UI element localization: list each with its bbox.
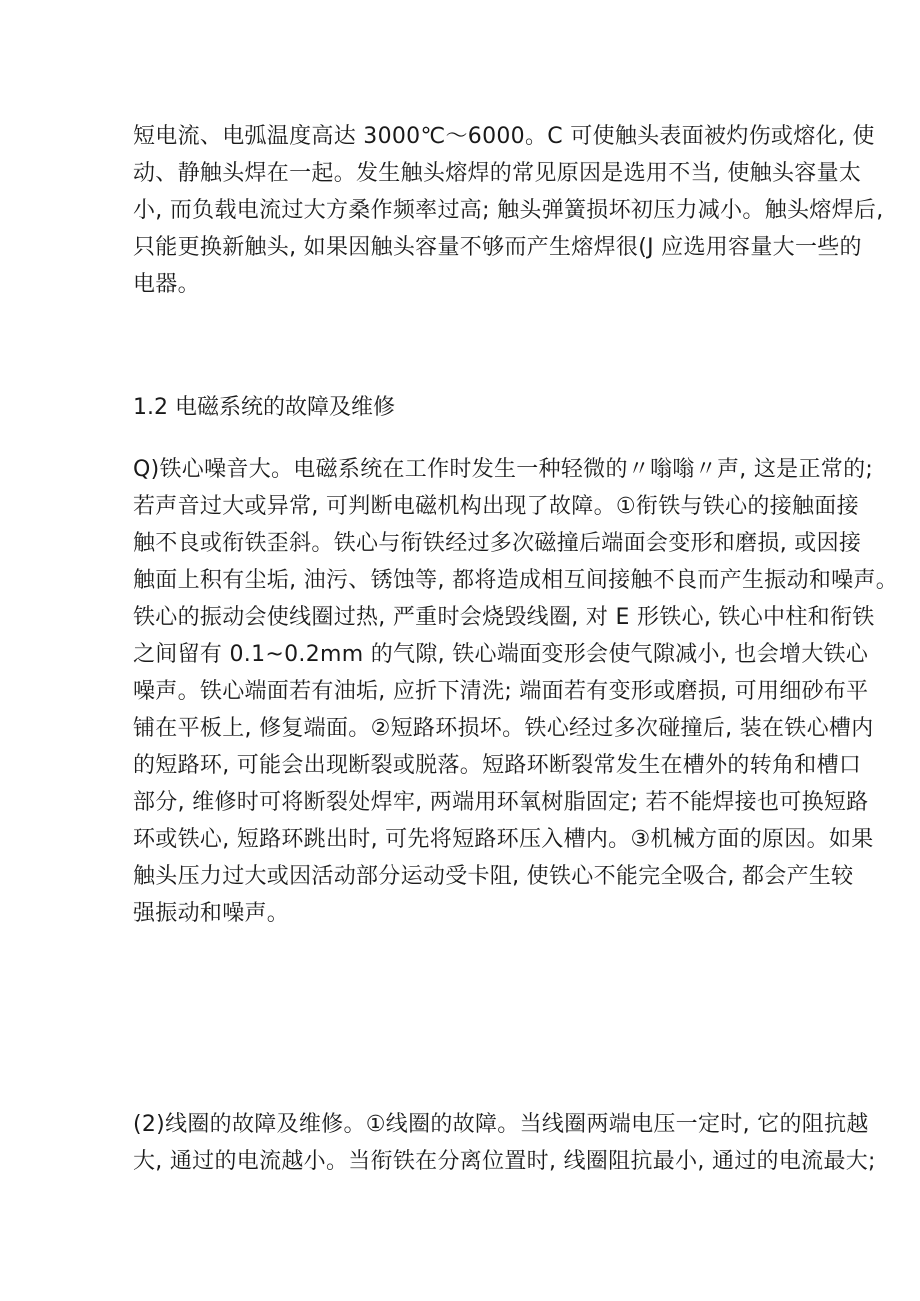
- text-line: 电器。: [133, 272, 200, 297]
- text-line: 噪声。铁心端面若有油垢, 应折下清洗; 端面若有变形或磨损, 可用细砂布平: [133, 679, 869, 704]
- text-line: 短电流、电弧温度高达 3000℃～6000。C 可使触头表面被灼伤或熔化, 使: [133, 124, 875, 149]
- text-line: 触不良或衔铁歪斜。铁心与衔铁经过多次磁撞后端面会变形和磨损, 或因接: [133, 531, 862, 556]
- paragraph-coil-fault: [133, 1106, 876, 1180]
- text-line: 只能更换新触头, 如果因触头容量不够而产生熔焊很(J 应选用容量大一些的: [133, 235, 862, 260]
- text-line: 部分, 维修时可将断裂处焊牢, 两端用环氧树脂固定; 若不能焊接也可换短路: [133, 790, 869, 815]
- text-line: 的短路环, 可能会出现断裂或脱落。短路环断裂常发生在槽外的转角和槽口: [133, 753, 862, 778]
- text-line: 之间留有 0.1~0.2mm 的气隙, 铁心端面变形会使气隙减小, 也会增大铁心: [133, 642, 869, 667]
- text-line: 若声音过大或异常, 可判断电磁机构出现了故障。①衔铁与铁心的接触面接: [133, 494, 859, 519]
- section-heading: 1.2 电磁系统的故障及维修: [133, 395, 395, 420]
- text-line: 动、静触头焊在一起。发生触头熔焊的常见原因是选用不当, 使触头容量太: [133, 161, 862, 186]
- text-line: 大, 通过的电流越小。当衔铁在分离位置时, 线圈阻抗最小, 通过的电流最大;: [133, 1149, 876, 1174]
- text-line: 强振动和噪声。: [133, 901, 290, 926]
- paragraph-contact-welding: [133, 118, 884, 303]
- text-line: 小, 而负载电流过大方桑作频率过高; 触头弹簧损坏初压力减小。触头熔焊后,: [133, 198, 884, 223]
- text-line: 触头压力过大或因活动部分运动受卡阻, 使铁心不能完全吸合, 都会产生较: [133, 864, 854, 889]
- text-line: 铁心的振动会使线圈过热, 严重时会烧毁线圈, 对 E 形铁心, 铁心中柱和衔铁: [133, 605, 875, 630]
- text-line: (2)线圈的故障及维修。①线圈的故障。当线圈两端电压一定时, 它的阻抗越: [133, 1112, 869, 1137]
- text-line: 触面上积有尘垢, 油污、锈蚀等, 都将造成相互间接触不良而产生振动和噪声。: [133, 568, 899, 593]
- text-line: 铺在平板上, 修复端面。②短路环损坏。铁心经过多次碰撞后, 装在铁心槽内: [133, 716, 874, 741]
- paragraph-core-noise: [133, 451, 899, 932]
- text-line: 环或铁心, 短路环跳出时, 可先将短路环压入槽内。③机械方面的原因。如果: [133, 827, 874, 852]
- text-line: Q)铁心噪音大。电磁系统在工作时发生一种轻微的〃嗡嗡〃声, 这是正常的;: [133, 457, 874, 482]
